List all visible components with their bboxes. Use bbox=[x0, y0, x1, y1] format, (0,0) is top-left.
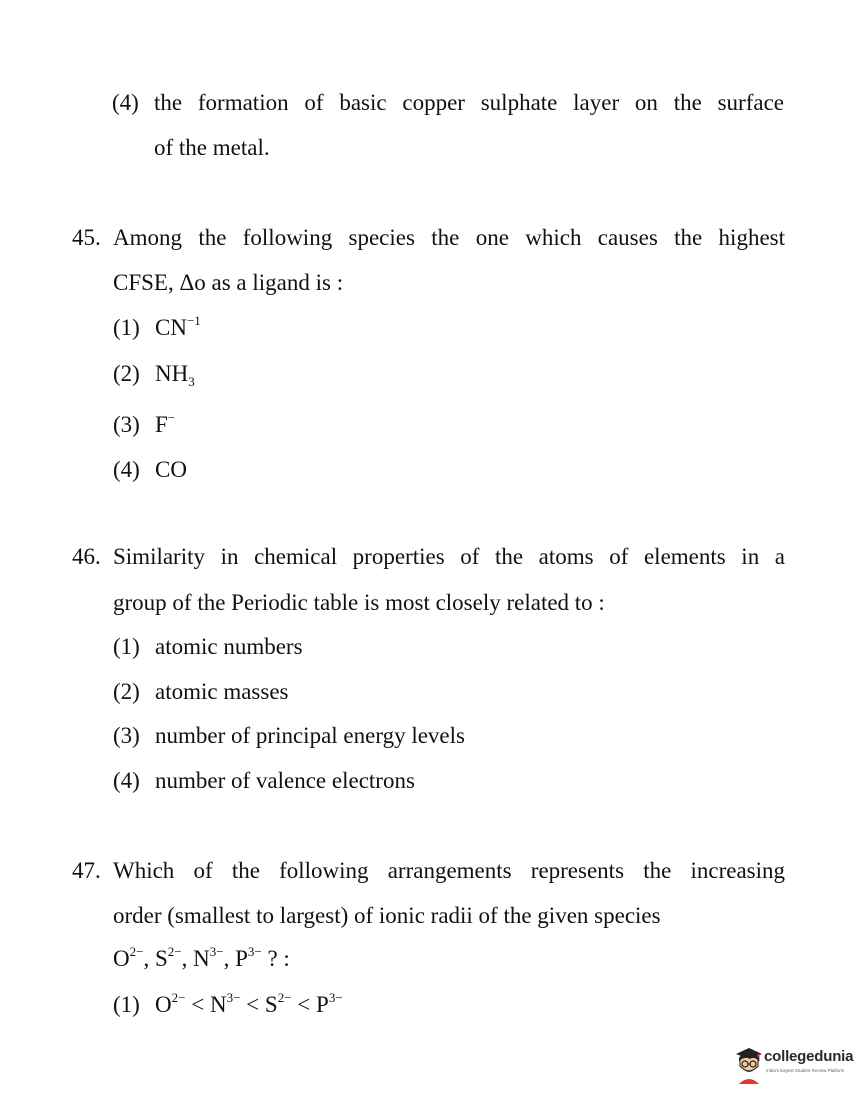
superscript: 2− bbox=[129, 944, 144, 959]
species-phosphide: P bbox=[235, 946, 248, 971]
separator: , bbox=[181, 946, 194, 971]
superscript: 3− bbox=[247, 944, 262, 959]
q46-option-4 bbox=[113, 766, 415, 796]
q44-option-4 bbox=[112, 88, 784, 118]
question-45-text-line1: Among the following species the one which causes the highest bbox=[113, 225, 785, 250]
species-nitride: N bbox=[209, 992, 227, 1017]
q46-option-3 bbox=[113, 721, 465, 751]
species-oxide: O bbox=[113, 946, 130, 971]
less-than: < bbox=[291, 992, 317, 1017]
question-47-text-line2: order (smallest to largest) of ionic radii of the given species bbox=[113, 903, 661, 928]
brand-name: collegedunia bbox=[764, 1048, 854, 1065]
less-than: < bbox=[185, 992, 210, 1017]
separator: , bbox=[223, 946, 236, 971]
q45-option-3 bbox=[113, 410, 175, 440]
option-text: CN bbox=[155, 315, 187, 340]
superscript: − bbox=[167, 410, 176, 425]
q44-option-4-line2: of the metal. bbox=[154, 135, 270, 160]
less-than: < bbox=[240, 992, 265, 1017]
superscript: −1 bbox=[186, 313, 201, 328]
option-text: number of valence electrons bbox=[155, 768, 415, 793]
option-text: the formation of basic copper sulphate layer on the surface bbox=[154, 90, 784, 115]
option-number: (1) bbox=[113, 992, 140, 1017]
brand-tagline: India's largest Student Review Platform bbox=[766, 1068, 845, 1073]
option-number: (3) bbox=[113, 723, 140, 748]
option-number: (4) bbox=[113, 457, 140, 482]
option-text: NH bbox=[155, 361, 189, 386]
question-47-text-line1: Which of the following arrangements represents the increasing bbox=[113, 858, 785, 883]
question-46-text-line1: Similarity in chemical properties of the atoms of elements in a bbox=[113, 544, 785, 569]
option-number: (4) bbox=[113, 768, 140, 793]
option-text: CO bbox=[155, 457, 187, 482]
q46-option-2 bbox=[113, 677, 289, 707]
species-sulfide: S bbox=[264, 992, 278, 1017]
question-46-text-line2: group of the Periodic table is most closely related to : bbox=[113, 590, 605, 615]
collegedunia-watermark bbox=[734, 1044, 860, 1086]
option-text: atomic numbers bbox=[155, 634, 303, 659]
species-sulfide: S bbox=[154, 946, 168, 971]
question-45-text-line2: CFSE, Δo as a ligand is : bbox=[113, 270, 344, 295]
separator: , bbox=[143, 946, 155, 971]
option-text: number of principal energy levels bbox=[155, 723, 465, 748]
q45-option-4 bbox=[113, 455, 187, 485]
option-number: (3) bbox=[113, 412, 140, 437]
option-number: (2) bbox=[113, 361, 140, 386]
option-number: (1) bbox=[113, 315, 140, 340]
q46-option-1 bbox=[113, 632, 303, 662]
superscript: 2− bbox=[167, 944, 182, 959]
q45-option-2 bbox=[113, 359, 195, 389]
q45-option-1 bbox=[113, 313, 201, 343]
superscript: 2− bbox=[277, 990, 292, 1005]
option-number: (1) bbox=[113, 634, 140, 659]
species-oxide: O bbox=[155, 992, 172, 1017]
option-text: atomic masses bbox=[155, 679, 289, 704]
option-number: (4) bbox=[112, 90, 139, 115]
question-47-species bbox=[113, 944, 290, 974]
superscript: 3− bbox=[209, 944, 224, 959]
subscript: 3 bbox=[188, 374, 195, 389]
question-tail: ? : bbox=[261, 946, 290, 971]
question-number-46: 46. bbox=[72, 544, 101, 569]
student-mascot-icon bbox=[734, 1044, 764, 1086]
superscript: 3− bbox=[328, 990, 343, 1005]
question-number-45: 45. bbox=[72, 225, 101, 250]
species-nitride: N bbox=[193, 946, 210, 971]
species-phosphide: P bbox=[316, 992, 329, 1017]
option-number: (2) bbox=[113, 679, 140, 704]
option-text: F bbox=[155, 412, 168, 437]
question-number-47: 47. bbox=[72, 858, 101, 883]
superscript: 3− bbox=[226, 990, 241, 1005]
q47-option-1 bbox=[113, 990, 343, 1020]
superscript: 2− bbox=[171, 990, 186, 1005]
